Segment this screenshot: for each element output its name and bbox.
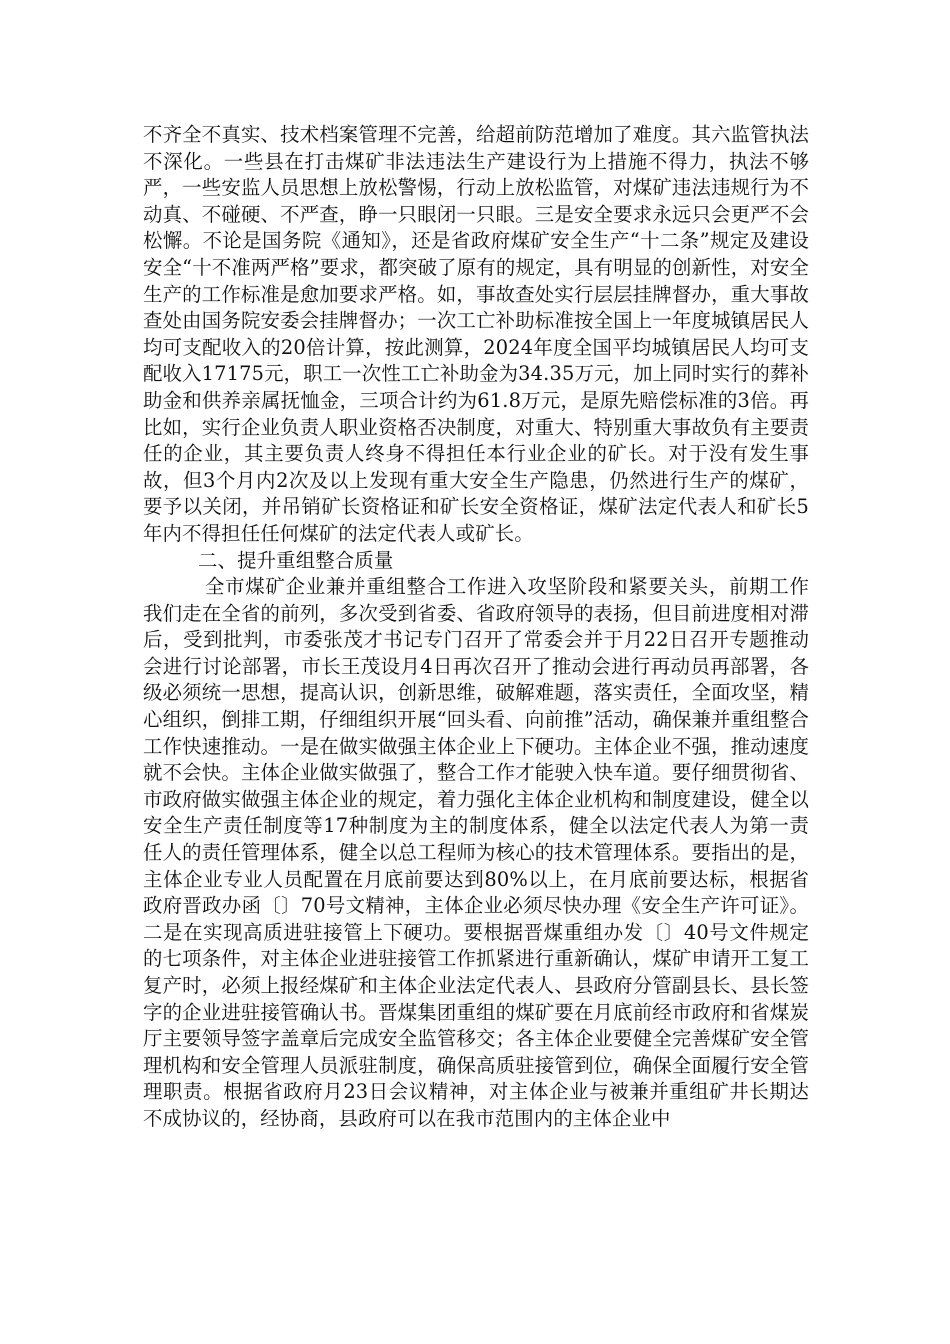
document-body <box>143 122 809 1133</box>
body-paragraph: 全市煤矿企业兼并重组整合工作进入攻坚阶段和紧要关头，前期工作我们走在全省的前列，多次受到省委、省政府领导的表扬，但目前进度相对滞后，受到批判，市委张茂才书记专门召开了常委会并于月22日召开专题推动会进行讨论部署，市长王茂设月4日再次召开了推动会进行再动员再部署，各级必须统一思想，提高认识，创新思维，破解难题，落实责任，全面攻坚，精心组织，倒排工期，仔细组织开展“回头看、向前推”活动，确保兼并重组整合工作快速推动。一是在做实做强主体企业上下硬功。主体企业不强，推动速度就不会快。主体企业做实做强了，整合工作才能驶入快车道。要仔细贯彻省、市政府做实做强主体企业的规定，着力强化主体企业机构和制度建设，健全以安全生产责任制度等17种制度为主的制度体系，健全以法定代表人为第一责任人的责任管理体系，健全以总工程师为核心的技术管理体系。要指出的是，主体企业专业人员配置在月底前要达到80%以上，在月底前要达标，根据省政府晋政办函〔〕70号文精神，主体企业必须尽快办理《安全生产许可证》。二是在实现高质进驻接管上下硬功。要根据晋煤重组办发〔〕40号文件规定的七项条件，对主体企业进驻接管工作抓紧进行重新确认，煤矿申请开工复工复产时，必须上报经煤矿和主体企业法定代表人、县政府分管副县长、县长签字的企业进驻接管确认书。晋煤集团重组的煤矿要在月底前经市政府和省煤炭厅主要领导签字盖章后完成安全监管移交；各主体企业要健全完善煤矿安全管理机构和安全管理人员派驻制度，确保高质驻接管到位，确保全面履行安全管理职责。根据省政府月23日会议精神，对主体企业与被兼并重组矿井长期达不成协议的，经协商，县政府可以在我市范围内的主体企业中 <box>143 575 809 1130</box>
body-paragraph-continued: 不齐全不真实、技术档案管理不完善，给超前防范增加了难度。其六监管执法不深化。一些县在打击煤矿非法违法生产建设行为上措施不得力，执法不够严，一些安监人员思想上放松警惕，行动上放松监管，对煤矿违法违规行为不动真、不碰硬、不严查，睁一只眼闭一只眼。三是安全要求永远只会更严不会松懈。不论是国务院《通知》，还是省政府煤矿安全生产“十二条”规定及建设安全“十不准两严格”要求，都突破了原有的规定，具有明显的创新性，对安全生产的工作标准是愈加要求严格。如，事故查处实行层层挂牌督办，重大事故查处由国务院安委会挂牌督办；一次工亡补助标准按全国上一年度城镇居民人均可支配收入的20倍计算，按此测算，2024年度全国平均城镇居民人均可支配收入17175元，职工一次性工亡补助金为34.35万元，加上同时实行的葬补助金和供养亲属抚恤金，三项合计约为61.8万元，是原先赔偿标准的3倍。再比如，实行企业负责人职业资格否决制度，对重大、特别重大事故负有主要责任的企业，其主要负责人终身不得担任本行业企业的矿长。对于没有发生事故，但3个月内2次及以上发现有重大安全生产隐患，仍然进行生产的煤矿，要予以关闭，并吊销矿长资格证和矿长安全资格证，煤矿法定代表人和矿长5年内不得担任任何煤矿的法定代表人或矿长。 <box>143 123 809 545</box>
section-heading: 二、提升重组整合质量 <box>198 548 394 572</box>
